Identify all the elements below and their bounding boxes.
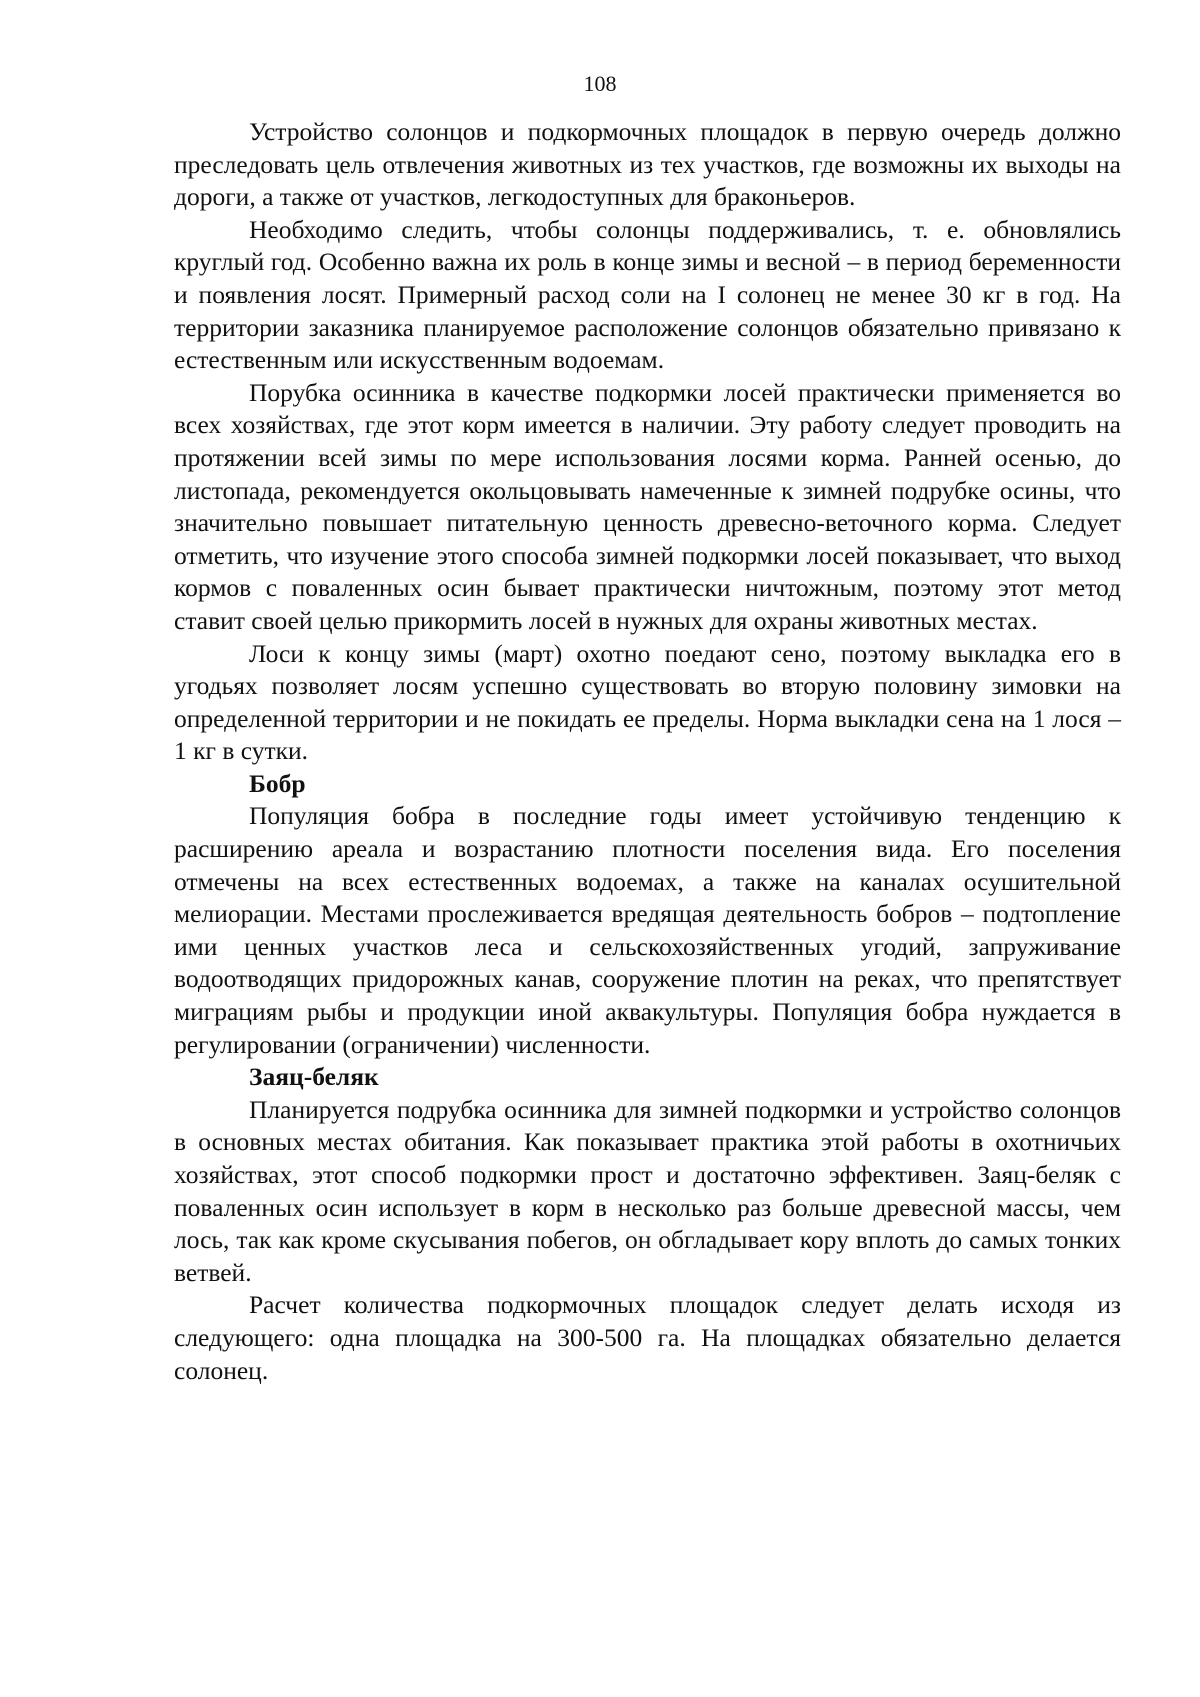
paragraph-aspen-felling: Порубка осинника в качестве подкормки лосей практически применяется во всех хозяйствах, где этот корм имеется в наличии. Эту работу следует проводить на протяжении всей зимы по мере использования лосями корма. Ранней осенью, до листопада, рекомендуется окольцовывать намеченные к зимней подрубке осины, что значительно повышает питательную ценность древесно-веточного корма. Следует отметить, что изучение этого способа зимней подкормки лосей показывает, что выход кормов с поваленных осин бывает практически ничтожным, поэтому этот метод ставит своей целью прикормить лосей в нужных для охраны животных местах. [174, 377, 1121, 635]
paragraph-salt-licks-maintenance: Необходимо следить, чтобы солонцы поддерживались, т. е. обновлялись круглый год. Особенно важна их роль в конце зимы и весной – в период беременности и появления лосят. Примерный расход соли на I солонец не менее 30 кг в год. На территории заказника планируемое расположение солонцов обязательно привязано к естественным или искусственным водоемам. [174, 214, 1121, 375]
document-body [174, 116, 1121, 1387]
paragraph-beaver-population: Популяция бобра в последние годы имеет устойчивую тенденцию к расширению ареала и возрастанию плотности поселения вида. Его поселения отмечены на всех естественных водоемах, а также на каналах осушительной мелиорации. Местами прослеживается вредящая деятельность бобров – подтопление ими ценных участков леса и сельскохозяйственных угодий, запруживание водоотводящих придорожных канав, сооружение плотин на реках, что препятствует миграциям рыбы и продукции иной аквакультуры. Популяция бобра нуждается в регулировании (ограничении) численности. [174, 801, 1121, 1059]
section-heading-hare: Заяц-беляк [249, 1062, 379, 1092]
section-heading-beaver: Бобр [249, 768, 306, 798]
paragraph-hare-feeding: Планируется подрубка осинника для зимней подкормки и устройство солонцов в основных местах обитания. Как показывает практика этой работы в охотничьих хозяйствах, этот способ подкормки прост и достаточно эффективен. Заяц-беляк с поваленных осин использует в корм в несколько раз больше древесной массы, чем лось, так как кроме скусывания побегов, он обгладывает кору вплоть до самых тонких ветвей. [174, 1094, 1121, 1287]
paragraph-salt-licks-purpose: Устройство солонцов и подкормочных площадок в первую очередь должно преследовать цель отвлечения животных из тех участков, где возможны их выходы на дороги, а также от участков, легкодоступных для браконьеров. [174, 117, 1121, 212]
paragraph-hay-feeding: Лоси к концу зимы (март) охотно поедают сено, поэтому выкладка его в угодьях позволяет лосям успешно существовать во вторую половину зимовки на определенной территории и не покидать ее пределы. Норма выкладки сена на 1 лося – 1 кг в сутки. [174, 638, 1121, 766]
paragraph-feeding-sites-calculation: Расчет количества подкормочных площадок следует делать исходя из следующего: одна площадка на 300-500 га. На площадках обязательно делается солонец. [174, 1290, 1121, 1385]
page-number: 108 [583, 71, 617, 96]
